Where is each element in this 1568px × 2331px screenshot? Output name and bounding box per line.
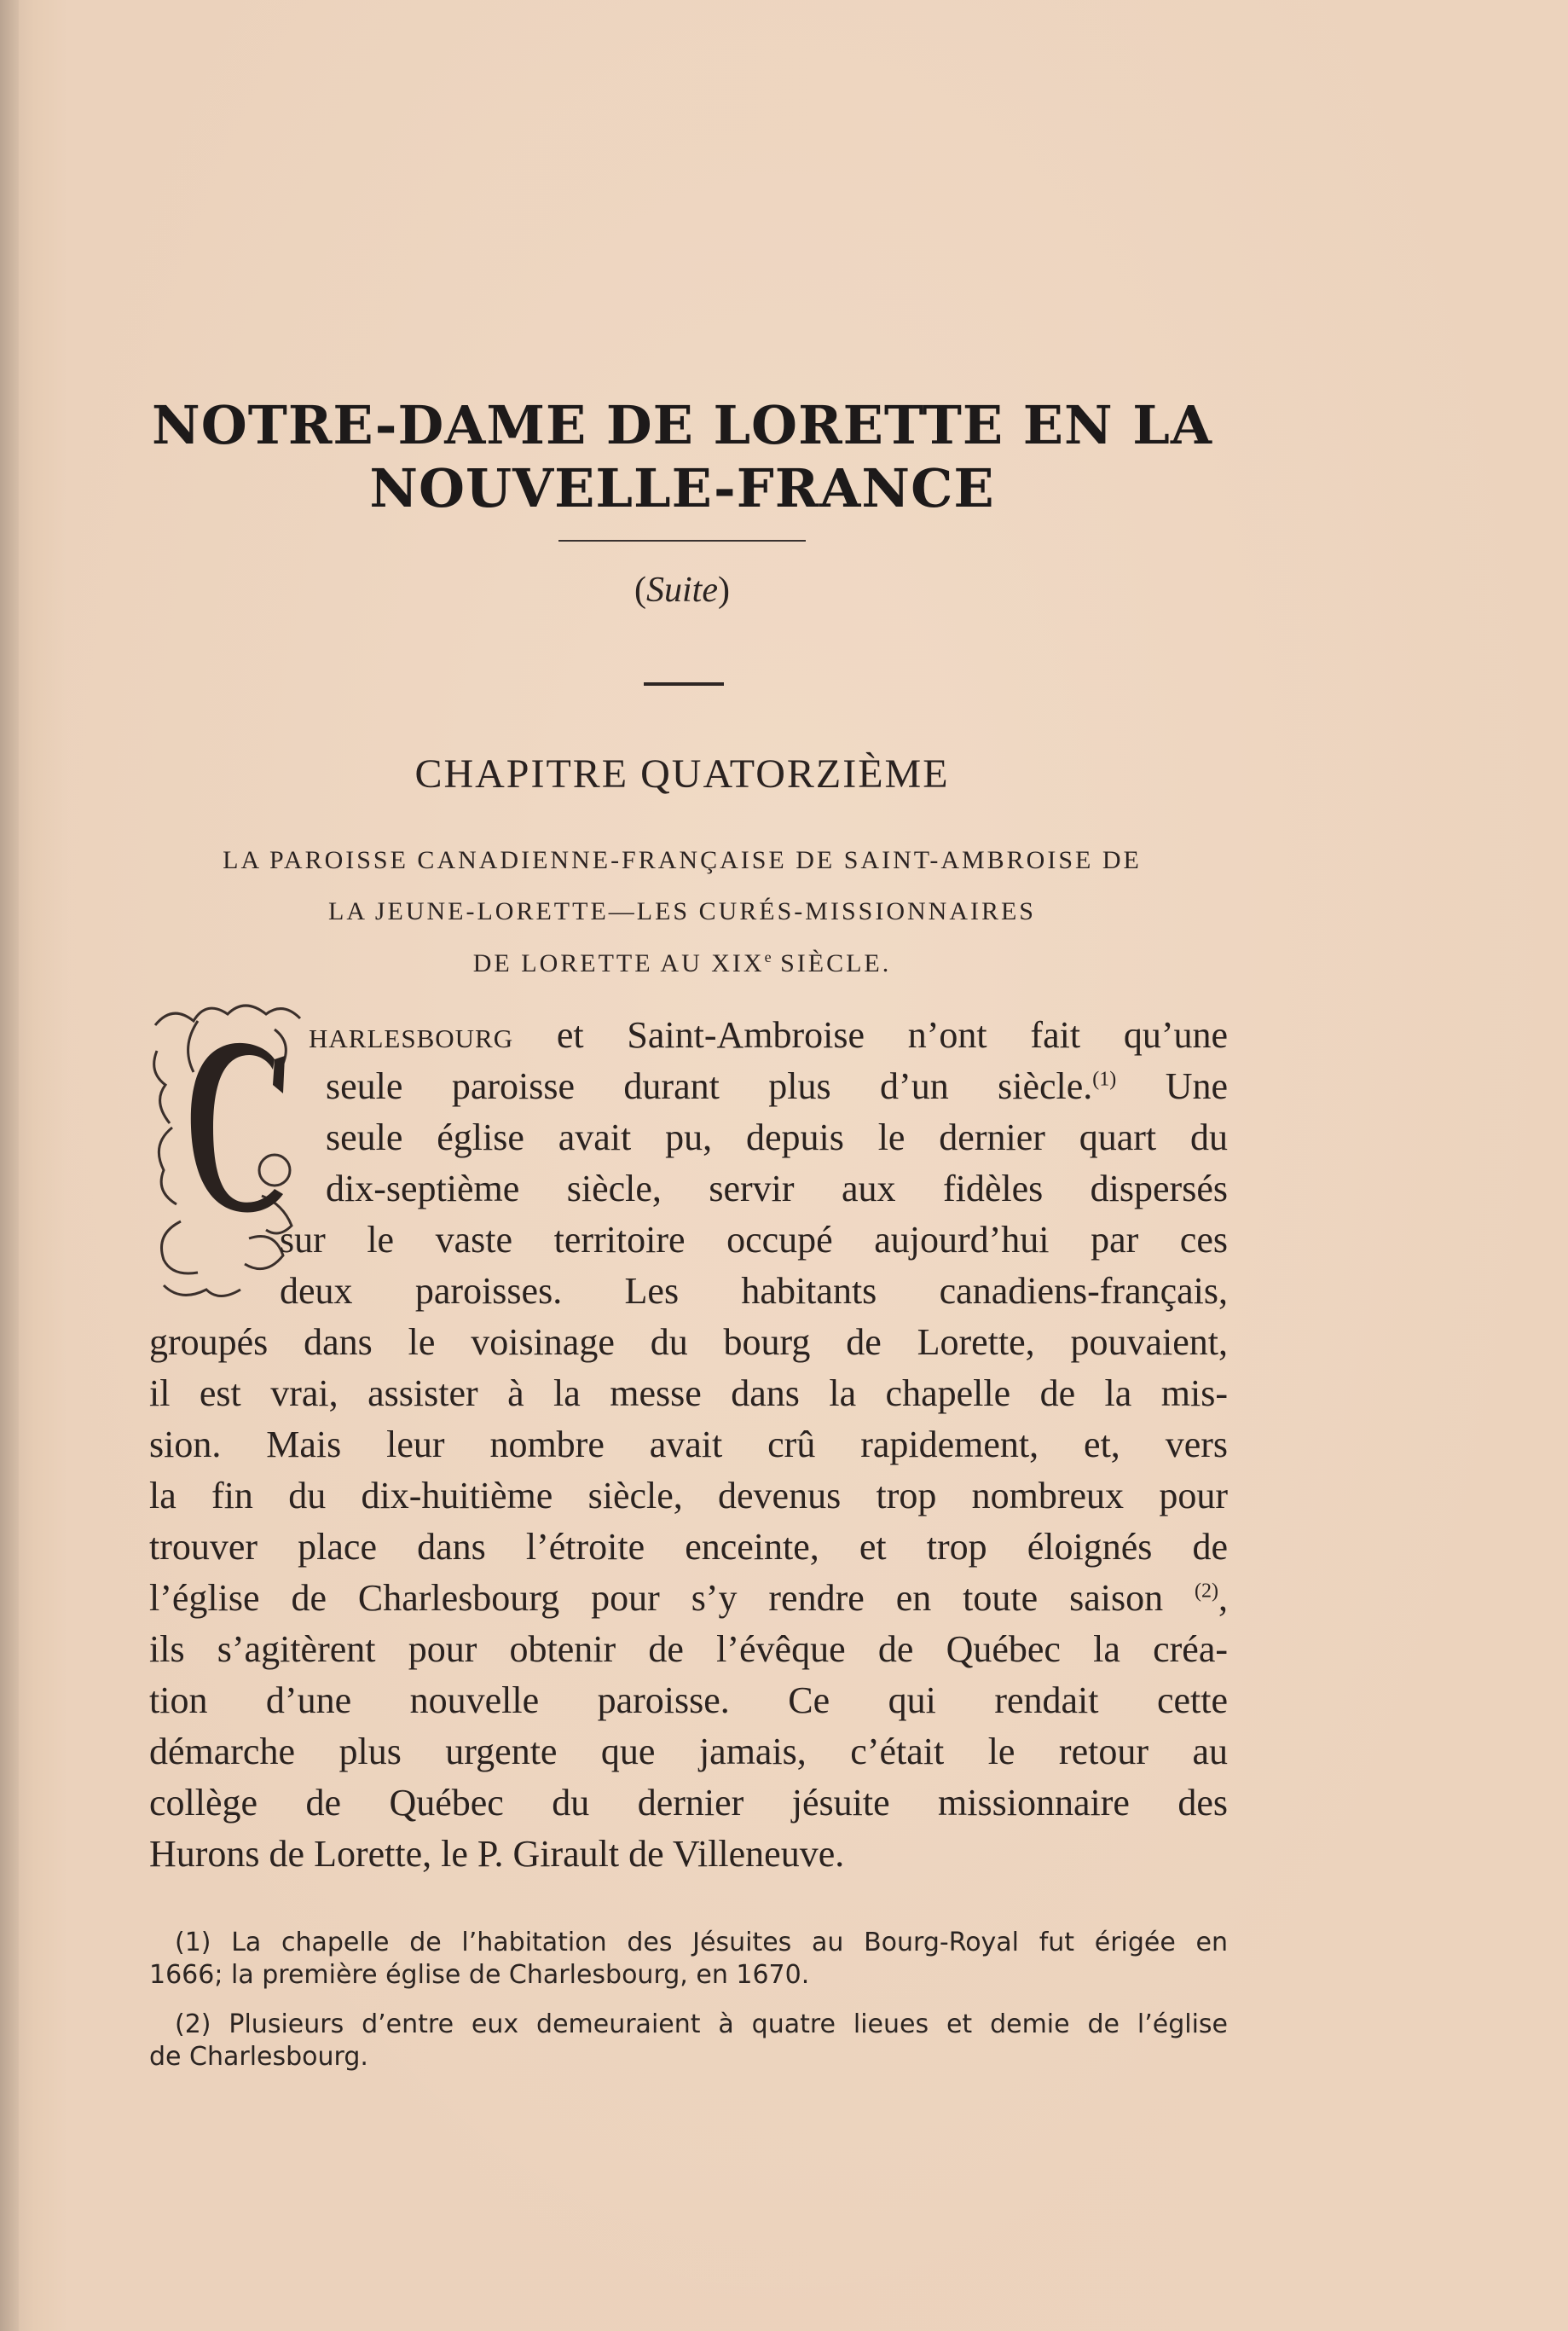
- chapter-subtitle-line-2: LA JEUNE-LORETTE—LES CURÉS-MISSIONNAIRES: [328, 897, 1036, 925]
- article-title-line-2: NOUVELLE-FRANCE: [369, 457, 995, 519]
- chapter-subtitle-line-1: LA PAROISSE CANADIENNE-FRANÇAISE DE SAINT-AMBROISE DE: [223, 846, 1142, 874]
- article-title-line-1: NOTRE-DAME DE LORETTE EN LA: [152, 394, 1212, 456]
- text-line-2: seule paroisse durant plus d’un siècle.$^{(1)}$ Une: [326, 1065, 1228, 1107]
- text-line-10: la fin du dix-huitième siècle, devenus trop nombreux pour: [149, 1475, 1228, 1516]
- footnote-1-line-1: (1) La chapelle de l’habitation des Jésuites au Bourg-Royal fut érigée en: [175, 1928, 1228, 1957]
- text-line-1: harlesbourg et Saint-Ambroise n’ont fait qu’une: [309, 1014, 1228, 1056]
- text-line-13: ils s’agitèrent pour obtenir de l’évêque de Québec la créa-: [149, 1628, 1228, 1670]
- text-line-7: groupés dans le voisinage du bourg de Lorette, pouvaient,: [149, 1321, 1228, 1363]
- title-rule: [558, 540, 806, 542]
- footnote-ref-2: (2): [1195, 1580, 1218, 1603]
- text-line-3: seule église avait pu, depuis le dernier quart du: [326, 1116, 1228, 1158]
- text-line-15: démarche plus urgente que jamais, c’était le retour au: [149, 1731, 1228, 1772]
- text-line-12: l’église de Charlesbourg pour s’y rendre en toute saison $^{(2)}$,: [149, 1577, 1228, 1619]
- chapter-title: CHAPITRE QUATORZIÈME: [414, 751, 950, 797]
- footnote-1-line-2: 1666; la première église de Charlesbourg, en 1670.: [149, 1960, 810, 1990]
- text-line-16: collège de Québec du dernier jésuite missionnaire des: [149, 1782, 1228, 1824]
- chapter-subtitle-line-3: DE LORETTE AU XIXe SIÈCLE.: [472, 948, 892, 977]
- text-line-6: deux paroisses. Les habitants canadiens-français,: [280, 1270, 1228, 1312]
- text-line-9: sion. Mais leur nombre avait crû rapidement, et, vers: [149, 1424, 1228, 1465]
- text-line-4: dix-septième siècle, servir aux fidèles dispersés: [326, 1168, 1228, 1209]
- suite-label: (Suite): [634, 571, 730, 610]
- page-gutter: [0, 0, 19, 2331]
- footnote-2-line-2: de Charlesbourg.: [149, 2042, 368, 2072]
- text-line-11: trouver place dans l’étroite enceinte, et trop éloignés de: [149, 1526, 1228, 1568]
- section-rule: [644, 682, 724, 686]
- ornamental-dropcap: [147, 1000, 305, 1315]
- text-line-5: sur le vaste territoire occupé aujourd’hui par ces: [280, 1219, 1228, 1261]
- footnote-ref-1: (1): [1092, 1068, 1117, 1091]
- text-line-14: tion d’une nouvelle paroisse. Ce qui rendait cette: [149, 1679, 1228, 1721]
- text-line-17: Hurons de Lorette, le P. Girault de Villeneuve.: [149, 1833, 845, 1875]
- text-line-8: il est vrai, assister à la messe dans la chapelle de la mis-: [149, 1372, 1228, 1414]
- footnote-2-line-1: (2) Plusieurs d’entre eux demeuraient à quatre lieues et demie de l’église: [175, 2009, 1228, 2039]
- dropcap-letter: C: [225, 1149, 227, 1150]
